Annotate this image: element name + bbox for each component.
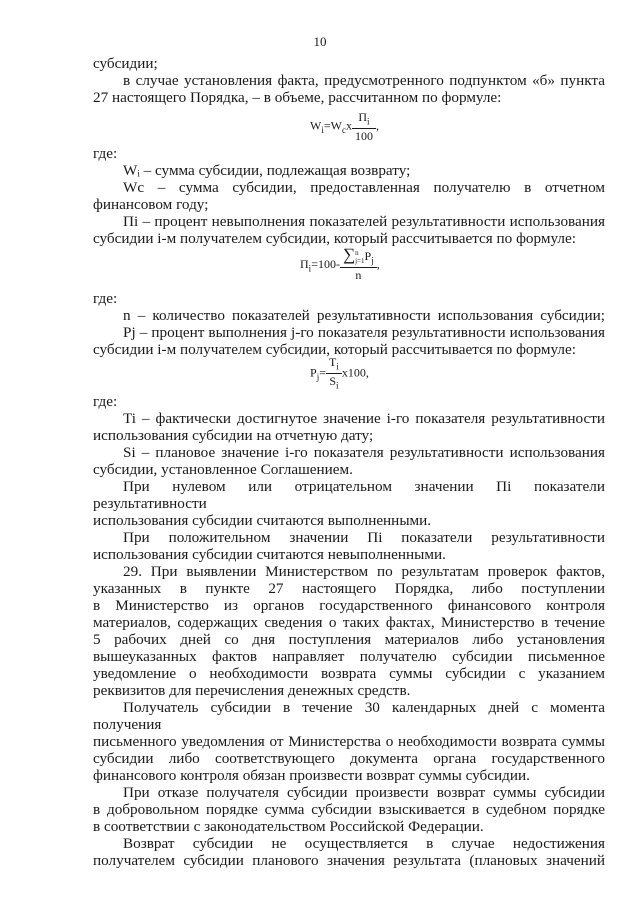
- paragraph-main: [93, 393, 605, 869]
- text-line: субсидии i-м получателем субсидии, который рассчитывается по формуле:: [93, 341, 576, 358]
- text-line: 5 рабочих дней со дня поступления материалов либо установления: [93, 631, 605, 648]
- text-line: использования субсидии считаются невыполненными.: [93, 546, 446, 563]
- formula-lhs: W: [310, 118, 322, 133]
- formula-lhs: П: [300, 256, 309, 271]
- text-line: уведомление о необходимости возврата суммы субсидии с указанием: [93, 665, 605, 682]
- fraction-numerator: [340, 245, 377, 268]
- text-line: финансовом году;: [93, 196, 209, 213]
- formula-eq: =W: [323, 118, 342, 133]
- fraction-numerator: $T_i$: [326, 355, 342, 374]
- text-line: Возврат субсидии не осуществляется в случае недостижения: [123, 835, 605, 852]
- text-line: в случае установления факта, предусмотренного подпунктом «б» пункта: [123, 72, 605, 89]
- text-line: субсидии;: [93, 55, 158, 72]
- formula-times: x100: [341, 365, 366, 380]
- text-line: 27 настоящего Порядка, – в объеме, рассчитанном по формуле:: [93, 89, 502, 106]
- formula-nonfulfillment: [300, 245, 380, 283]
- sum-term-sub: j: [371, 255, 374, 266]
- formula-tail: ,: [365, 365, 369, 380]
- text-line: где:: [93, 290, 118, 307]
- text-line: Wᵢ – сумма субсидии, подлежащая возврату;: [123, 162, 411, 179]
- formula-lhs-sub: i: [308, 263, 312, 274]
- text-line: n – количество показателей результативности использования субсидии;: [123, 307, 605, 324]
- formula-times: x: [345, 118, 352, 133]
- text-line: использования субсидии считаются выполненными.: [93, 512, 432, 529]
- formula-tail: ,: [375, 118, 379, 133]
- formula-fulfillment: [310, 355, 369, 393]
- text-line: субсидии, установленное Соглашением.: [93, 461, 353, 478]
- text-line: Ti – фактически достигнутое значение i-го показателя результативности: [123, 410, 605, 427]
- text-line: письменного уведомления от Министерства о необходимости возврата суммы: [93, 733, 605, 750]
- formula-fraction: [340, 245, 377, 283]
- text-line: Пi – процент невыполнения показателей результативности использования: [123, 213, 605, 230]
- text-line: где:: [93, 145, 118, 162]
- sum-lower: j=1: [355, 257, 365, 266]
- paragraph-intro: [93, 55, 605, 106]
- sum-upper: n: [355, 249, 359, 258]
- formula-lhs: P: [310, 365, 317, 380]
- fraction-denominator: 100: [354, 129, 373, 144]
- formula-lhs-sub: j: [316, 372, 320, 383]
- text-line: получателем субсидии планового значения результата (плановых значений: [93, 852, 605, 869]
- sigma-symbol: ∑: [342, 245, 356, 264]
- formula-return-amount: [310, 110, 379, 143]
- text-line: субсидии i-м получателем субсидии, который рассчитывается по формуле:: [93, 230, 576, 247]
- text-line: Получатель субсидии в течение 30 календарных дней с момента получения: [93, 699, 605, 733]
- text-line: вышеуказанных фактов направляет получателю субсидии письменное: [93, 648, 605, 665]
- text-line: При положительном значении Пi показатели результативности: [123, 529, 605, 546]
- text-line: субсидии либо соответствующего документа органа государственного: [93, 750, 605, 767]
- paragraph-definitions-1: [93, 145, 605, 247]
- paragraph-definitions-2: [93, 290, 605, 358]
- text-line: 29. При выявлении Министерством по результатам проверок фактов,: [123, 563, 605, 580]
- formula-eq: =: [319, 365, 326, 380]
- text-line: реквизитов для перечисления денежных средств.: [93, 682, 411, 699]
- text-line: Pj – процент выполнения j-го показателя результативности использования: [123, 324, 605, 341]
- formula-eq: =100-: [311, 256, 340, 271]
- text-line: При отказе получателя субсидии произвести возврат суммы субсидии: [123, 784, 605, 801]
- formula-fraction: [352, 110, 376, 143]
- fraction-numerator: $П_i$: [352, 110, 376, 129]
- formula-eq-sub: c: [341, 124, 346, 135]
- text-line: Wc – сумма субсидии, предоставленная получателю в отчетном: [123, 179, 605, 196]
- page-number: 10: [313, 34, 327, 49]
- text-line: в соответствии с законодательством Российской Федерации.: [93, 818, 484, 835]
- text-line: использования субсидии на отчетную дату;: [93, 427, 374, 444]
- formula-lhs-sub: i: [321, 124, 324, 135]
- text-line: указанных в пункте 27 настоящего Порядка, либо поступлении: [93, 580, 605, 597]
- text-line: в добровольном порядке сумма субсидии взыскивается в судебном порядке: [93, 801, 605, 818]
- text-line: финансового контроля обязан произвести возврат суммы субсидии.: [93, 767, 530, 784]
- fraction-denominator: $S_i$: [329, 374, 339, 391]
- formula-fraction: [326, 355, 342, 393]
- text-line: материалов, содержащих сведения о таких фактах, Министерство в течение: [93, 614, 605, 631]
- formula-tail: ,: [376, 256, 380, 271]
- text-line: где:: [93, 393, 118, 410]
- fraction-denominator: n: [355, 268, 362, 283]
- sum-term: P: [364, 249, 372, 263]
- text-line: Si – плановое значение i-го показателя результативности использования: [123, 444, 605, 461]
- text-line: При нулевом или отрицательном значении Пi показатели результативности: [93, 478, 605, 512]
- text-line: в Министерство из органов государственного финансового контроля: [93, 597, 605, 614]
